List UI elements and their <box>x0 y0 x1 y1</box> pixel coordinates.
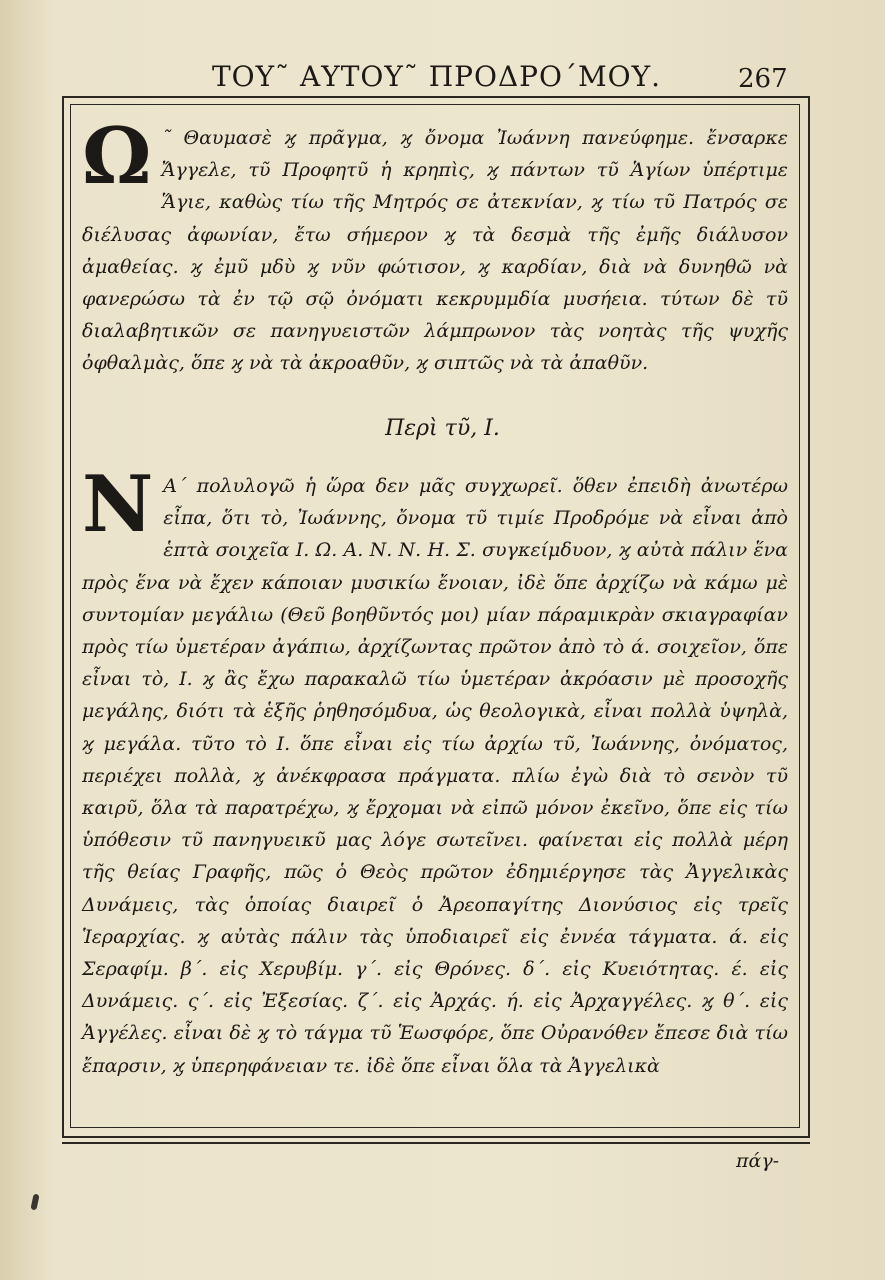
running-title: ΤΟΥ˜ ΑΥΤΟΥ˜ ΠΡΟΔΡΟ΄ΜΟΥ. <box>212 60 661 93</box>
paragraph-invocation <box>82 111 788 380</box>
running-head <box>0 58 885 98</box>
section-heading: Περὶ τῦ, Ι. <box>385 416 500 441</box>
bottom-rule <box>62 1142 810 1144</box>
paragraph-section-body <box>82 459 788 1082</box>
drop-cap: Ν <box>82 459 154 550</box>
catchword: πάγ- <box>736 1150 780 1172</box>
ink-mark <box>30 1194 39 1211</box>
page-number: 267 <box>738 64 788 94</box>
paragraph-text: Α΄ πολυλογῶ ἡ ὥρα δεν μᾶς συγχωρεῖ. ὅθεν ἐπειδὴ ἀνωτέρω εἶπα, ὅτι τὸ, Ἰωάννης, ὄνομα τῦ τιμίε Προδρόμε νὰ εἶναι ἀπὸ ἑπτὰ σοιχεῖα Ι. Ω. Α. Ν. Ν. Η. Σ. συγκείμδυον, ϗ αὐτὰ πάλιν ἕνα πρὸς ἕνα νὰ ἔχεν κάποιαν μυσικίω ἔνοιαν, ἰδὲ ὅπε ἀρχίζω νὰ κάμω μὲ συντομίαν μεγάλιω (Θεῦ βοηθῦντός μοι) μίαν πάραμικρὰν σκιαγραφίαν πρὸς τίω ὑμετέραν ἀγάπιω, ἀρχίζωντας πρῶτον ἀπὸ τὸ ά. σοιχεῖον, ὅπε εἶναι τὸ, Ι. ϗ ἂς ἔχω παρακαλῶ τίω ὑμετέραν ἀκρόασιν μὲ προσοχῆς μεγάλης, διότι τὰ ἑξῆς ῥηθησόμδυα, ὡς θεολογικὰ, εἶναι πολλὰ ὑψηλὰ, ϗ μεγάλα. τῦτο τὸ Ι. ὅπε εἶναι εἰς τίω ἀρχίω τῦ, Ἰωάννης, ὀνόματος, περιέχει πολλὰ, ϗ ἀνέκφρασα πράγματα. πλίω ἐγὼ διὰ τὸ σενὸν τῦ καιρῦ, ὅλα τὰ παρατρέχω, ϗ ἔρχομαι νὰ εἰπῶ μόνον ἐκεῖνο, ὅπε εἰς τίω ὑπόθεσιν τῦ πανηγυεικῦ μας λόγε σωτεῖνει. φαίνεται εἰς πολλὰ μέρη τῆς θείας Γραφῆς, πῶς ὁ Θεὸς πρῶτον ἐδημιέργησε τὰς Ἀγγελικὰς Δυνάμεις, τὰς ὁποίας διαιρεῖ ὁ Ἀρεοπαγίτης Διονύσιος εἰς τρεῖς Ἱεραρχίας. ϗ αὐτὰς πάλιν τὰς ὑποδιαιρεῖ εἰς ἐννέα τάγματα. ά. εἰς Σεραφίμ. β΄. εἰς Χερυβίμ. γ΄. εἰς Θρόνες. δ΄. εἰς Κυειότητας. έ. εἰς Δυνάμεις. ς΄. εἰς Ἐξεσίας. ζ΄. εἰς Ἀρχάς. ή. εἰς Ἀρχαγγέλες. ϗ θ΄. εἰς Ἀγγέλες. εἶναι δὲ ϗ τὸ τάγμα τῦ Ἑωσφόρε, ὅπε Οὐρανόθεν ἔπεσε διὰ τίω ἔπαρσιν, ϗ ὑπερηφάνειαν τε. ἰδὲ ὅπε εἶναι ὅλα τὰ Ἀγγελικὰ <box>82 475 788 1077</box>
paragraph-text: ˜ Θαυμασὲ ϗ πρᾶγμα, ϗ ὄνομα Ἰωάννη πανεύφημε. ἔνσαρκε Ἄγγελε, τῦ Προφητῦ ἡ κρηπὶς, ϗ πάντων τῦ Ἁγίων ὑπέρτιμε Ἅγιε, καθὼς τίω τῆς Μητρός σε ἀτεκνίαν, ϗ τίω τῦ Πατρός σε διέλυσας ἀφωνίαν, ἔτω σήμερον ϗ τὰ δεσμὰ τῆς ἐμῆς διάλυσον ἀμαθείας. ϗ ἐμῦ μδὺ ϗ νῦν φώτισον, ϗ καρδίαν, διὰ νὰ δυνηθῶ νὰ φανερώσω τὰ ἐν τῷ σῷ ὀνόματι κεκρυμμδία μυσήεια. τύτων δὲ τῦ διαλαβητικῶν σε πανηγυειστῶν λάμπρωνον τὰς νοητὰς τῆς ψυχῆς ὀφθαλμὰς, ὅπε ϗ νὰ τὰ ἀκροαθῦν, ϗ σιπτῶς νὰ τὰ ἀπαθῦν. <box>82 127 788 375</box>
drop-cap: Ω <box>82 111 152 202</box>
